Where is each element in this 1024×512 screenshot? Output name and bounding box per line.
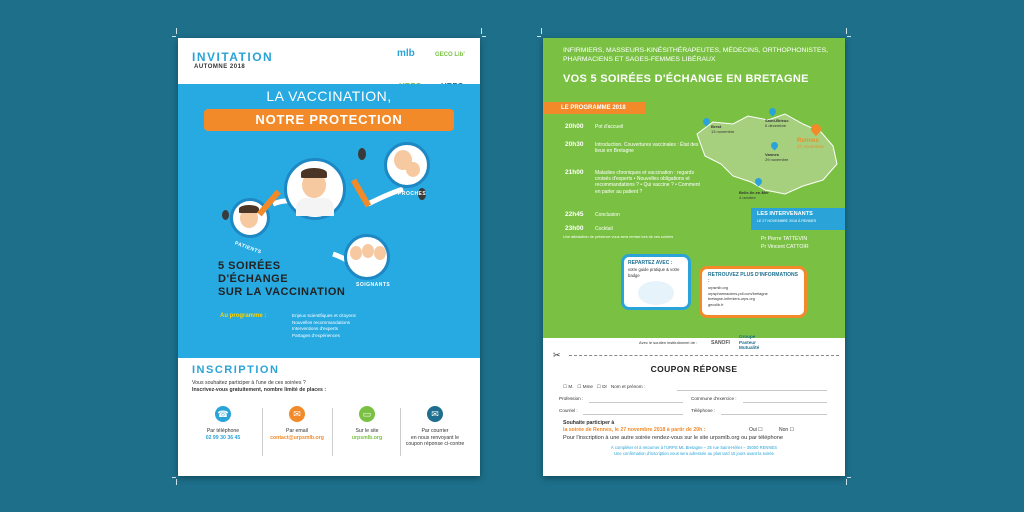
inscription-line: Vous souhaitez participer à l'une de ces soirées ? bbox=[192, 380, 306, 386]
commune-field[interactable] bbox=[743, 402, 827, 403]
season-label: AUTOMNE 2018 bbox=[194, 64, 246, 70]
phone-icon: ☎ bbox=[215, 406, 231, 422]
channel-mail bbox=[402, 406, 468, 448]
civility-row bbox=[563, 384, 645, 390]
participation-line: Souhaite participer à bbox=[563, 420, 615, 426]
checkbox-dr[interactable]: ☐ bbox=[594, 384, 603, 389]
headline-line1: LA VACCINATION, bbox=[266, 88, 392, 104]
intervenants-banner bbox=[751, 208, 845, 230]
letter-icon: ✉ bbox=[427, 406, 443, 422]
city-name: Brest bbox=[711, 124, 722, 129]
courriel-field[interactable] bbox=[583, 414, 683, 415]
channel-divider bbox=[400, 408, 401, 456]
info-link[interactable]: bretagne-infirmiers-urps.org bbox=[708, 297, 755, 301]
profession-label: Profession : bbox=[559, 396, 584, 401]
sanofi-logo: SANOFI bbox=[711, 340, 730, 346]
oui-option bbox=[749, 427, 763, 433]
profession-field[interactable] bbox=[589, 402, 683, 403]
courriel-label: Courriel : bbox=[559, 408, 578, 413]
doctor-hair bbox=[301, 168, 327, 178]
city-name: Saint-Brieuc bbox=[765, 118, 789, 123]
intervenants-subtitle: LE 27 NOVEMBRE 2018 À RENNES bbox=[757, 219, 817, 223]
schedule-text: Pot d'accueil bbox=[595, 124, 624, 130]
retrouvez-bubble bbox=[699, 266, 807, 318]
programme-item: Enjeux scientifiques et citoyens bbox=[292, 313, 356, 318]
channel-divider bbox=[332, 408, 333, 456]
checkbox-mr[interactable]: ☐ bbox=[563, 384, 569, 389]
retrouvez-links bbox=[708, 286, 768, 308]
channel-label: Sur le site bbox=[355, 428, 379, 434]
footer-line: À compléter et à retourner à l'URPS ML Bretagne – 25 rue Saint-Hélier – 35000 RENNES bbox=[610, 445, 778, 450]
programme-item: Partages d'expériences bbox=[292, 332, 340, 338]
city-name: Belle-Ile-en-Mer bbox=[739, 190, 769, 195]
repartez-bubble bbox=[621, 254, 691, 310]
info-link[interactable]: gecolib.fr bbox=[708, 302, 724, 307]
crop-mark bbox=[537, 36, 541, 37]
proches-label: PROCHES bbox=[398, 191, 427, 197]
soirees-line: 5 SOIRÉES bbox=[218, 260, 281, 272]
telephone-label: Téléphone : bbox=[691, 408, 716, 413]
channel-value: urpsmlb.org bbox=[351, 434, 383, 441]
city-date: 6 décembre bbox=[765, 123, 787, 128]
schedule-time: 22h45 bbox=[565, 211, 584, 218]
city-belle-ile bbox=[739, 190, 769, 200]
soignants-label: SOIGNANTS bbox=[356, 282, 391, 288]
virus-icon bbox=[222, 210, 229, 220]
city-name: Rennes bbox=[797, 138, 819, 144]
channel-label: Par téléphone bbox=[206, 428, 240, 434]
participation-text bbox=[563, 420, 705, 433]
schedule-text: Cocktail bbox=[595, 226, 613, 232]
gecolib-logo: GECO Lib' bbox=[435, 52, 465, 58]
crop-mark bbox=[847, 477, 851, 478]
schedule-time: 23h00 bbox=[565, 225, 584, 232]
caregiver-avatar bbox=[362, 244, 374, 258]
channel-divider bbox=[262, 408, 263, 456]
invitation-title: INVITATION bbox=[192, 50, 274, 64]
inscription-line: Inscrivez-vous gratuitement, nombre limité de places : bbox=[192, 387, 327, 393]
caregiver-avatar bbox=[374, 246, 386, 260]
crop-mark bbox=[172, 477, 176, 478]
channel-value: 02 99 30 36 45 bbox=[205, 434, 241, 441]
retrouvez-title: RETROUVEZ PLUS D'INFORMATIONS : bbox=[708, 272, 798, 284]
channel-phone bbox=[190, 406, 256, 441]
attendance-note: Une attestation de présence vous sera remise lors de ces soirées bbox=[563, 235, 674, 239]
schedule-text: Introduction. Couvertures vaccinales : État des lieux en Bretagne bbox=[595, 142, 699, 155]
channel-email bbox=[264, 406, 330, 441]
non-label: Non bbox=[779, 427, 789, 433]
repartez-text: votre guide pratique & votre badge bbox=[628, 267, 680, 278]
schedule-text: Maladies chroniques et vaccination : regards croisés d'experts • Nouvelles obligations et recommandations ? • Qui vaccine ? • Comment en parler au patient ? bbox=[595, 170, 700, 195]
crop-mark bbox=[172, 36, 176, 37]
inscription-text bbox=[192, 380, 326, 394]
crop-mark bbox=[176, 28, 177, 34]
computer-icon: ▭ bbox=[359, 406, 375, 422]
soirees-heading bbox=[218, 260, 345, 299]
city-saint-brieuc bbox=[765, 118, 789, 128]
programme-item: Nouvelles recommandations bbox=[292, 319, 350, 325]
non-option bbox=[779, 427, 794, 433]
back-title: VOS 5 SOIRÉES D'ÉCHANGE EN BRETAGNE bbox=[563, 73, 809, 85]
inscription-title: INSCRIPTION bbox=[192, 364, 280, 376]
programme-list bbox=[292, 313, 356, 339]
crop-mark bbox=[541, 28, 542, 34]
flyer-header bbox=[178, 38, 480, 84]
crop-mark bbox=[482, 36, 486, 37]
programme-item: Interventions d'experts bbox=[292, 326, 339, 331]
info-link[interactable]: urpsmlb.org bbox=[708, 286, 729, 290]
channel-value: en nous renvoyant le coupon réponse ci-contre bbox=[405, 434, 465, 447]
schedule-row bbox=[565, 124, 715, 134]
city-vannes bbox=[765, 152, 788, 162]
channel-label: Par courrier bbox=[421, 428, 449, 434]
crop-mark bbox=[846, 479, 847, 485]
invitation-flyer-back bbox=[543, 38, 845, 476]
child-avatar bbox=[406, 162, 420, 177]
email-icon: ✉ bbox=[289, 406, 305, 422]
schedule-row bbox=[565, 170, 715, 206]
checkbox-oui[interactable]: ☐ bbox=[758, 427, 763, 433]
support-text: Avec le soutien institutionnel de : bbox=[639, 340, 698, 345]
channel-value: contact@urpsmlb.org bbox=[270, 434, 324, 441]
city-rennes bbox=[797, 138, 824, 150]
coupon-title: COUPON RÉPONSE bbox=[650, 364, 738, 374]
crop-mark bbox=[847, 36, 851, 37]
patients-label: PATIENTS bbox=[233, 240, 263, 256]
civility-label: Dr bbox=[602, 384, 608, 389]
professions-text: INFIRMIERS, MASSEURS-KINÉSITHÉRAPEUTES, MÉDECINS, ORTHOPHONISTES, PHARMACIENS ET SAGES-FEMMES LIBÉRAUX bbox=[563, 47, 828, 63]
city-date: 13 novembre bbox=[711, 129, 735, 134]
city-date: 27 novembre bbox=[797, 144, 824, 149]
scissors-icon: ✂ bbox=[553, 350, 561, 360]
city-name: Vannes bbox=[765, 152, 780, 157]
caregiver-avatar bbox=[350, 246, 362, 260]
civility-label: Mme bbox=[582, 384, 593, 389]
schedule-time: 21h00 bbox=[565, 169, 584, 176]
schedule-text: Conclusion bbox=[595, 212, 620, 218]
footer-line: Une confirmation d'inscription vous sera adressée au plus tard 15 jours avant la soirée bbox=[613, 451, 774, 456]
schedule-time: 20h00 bbox=[565, 123, 584, 130]
channel-website bbox=[334, 406, 400, 441]
oui-label: Oui bbox=[749, 427, 757, 433]
checkbox-non[interactable]: ☐ bbox=[789, 427, 795, 433]
programme-label: Au programme : bbox=[220, 313, 267, 319]
pasteur-logo: Groupe Pasteur Mutualité bbox=[739, 334, 760, 350]
invitation-flyer-front bbox=[178, 38, 480, 476]
cut-line bbox=[569, 355, 839, 356]
intervenant-name: Pr Vincent CATTOIR bbox=[761, 244, 809, 250]
crop-mark bbox=[481, 28, 482, 34]
intervenants-title: LES INTERVENANTS bbox=[757, 211, 813, 217]
schedule-row bbox=[565, 142, 715, 166]
soirees-line: D'ÉCHANGE bbox=[218, 273, 289, 285]
civility-label: M. bbox=[568, 384, 574, 389]
virus-icon bbox=[358, 148, 366, 160]
name-label: Nom et prénom : bbox=[610, 384, 646, 389]
schedule-row bbox=[565, 212, 715, 222]
telephone-field[interactable] bbox=[721, 414, 827, 415]
crop-mark bbox=[176, 479, 177, 485]
city-date: 29 novembre bbox=[765, 157, 789, 162]
coupon-footer bbox=[543, 445, 845, 457]
doctor-coat bbox=[296, 198, 334, 216]
name-field[interactable] bbox=[677, 390, 827, 391]
intervenant-name: Pr Pierre TATTEVIN bbox=[761, 236, 808, 242]
commune-label: Commune d'exercice : bbox=[691, 396, 737, 401]
channel-label: Par email bbox=[286, 428, 308, 434]
soirees-line: SUR LA VACCINATION bbox=[218, 286, 346, 298]
other-evening-text: Pour l'inscription à une autre soirée rendez-vous sur le site urpsmlb.org ou par téléphone bbox=[563, 435, 783, 441]
mlb-logo: mlb bbox=[397, 48, 415, 59]
city-date: 4 octobre bbox=[739, 195, 756, 200]
programme-badge: LE PROGRAMME 2018 bbox=[543, 102, 645, 114]
guide-badge-image bbox=[638, 281, 674, 305]
headline-line2: NOTRE PROTECTION bbox=[204, 109, 454, 131]
crop-mark bbox=[846, 28, 847, 34]
schedule-time: 20h30 bbox=[565, 141, 584, 148]
repartez-title: REPARTEZ AVEC : bbox=[628, 260, 673, 266]
info-link[interactable]: urpspharmaciens-pdl.com/bretagne bbox=[708, 291, 768, 296]
participation-line: la soirée de Rennes, le 27 novembre 2018 à partir de 20h : bbox=[563, 426, 706, 433]
checkbox-mme[interactable]: ☐ bbox=[574, 384, 583, 389]
